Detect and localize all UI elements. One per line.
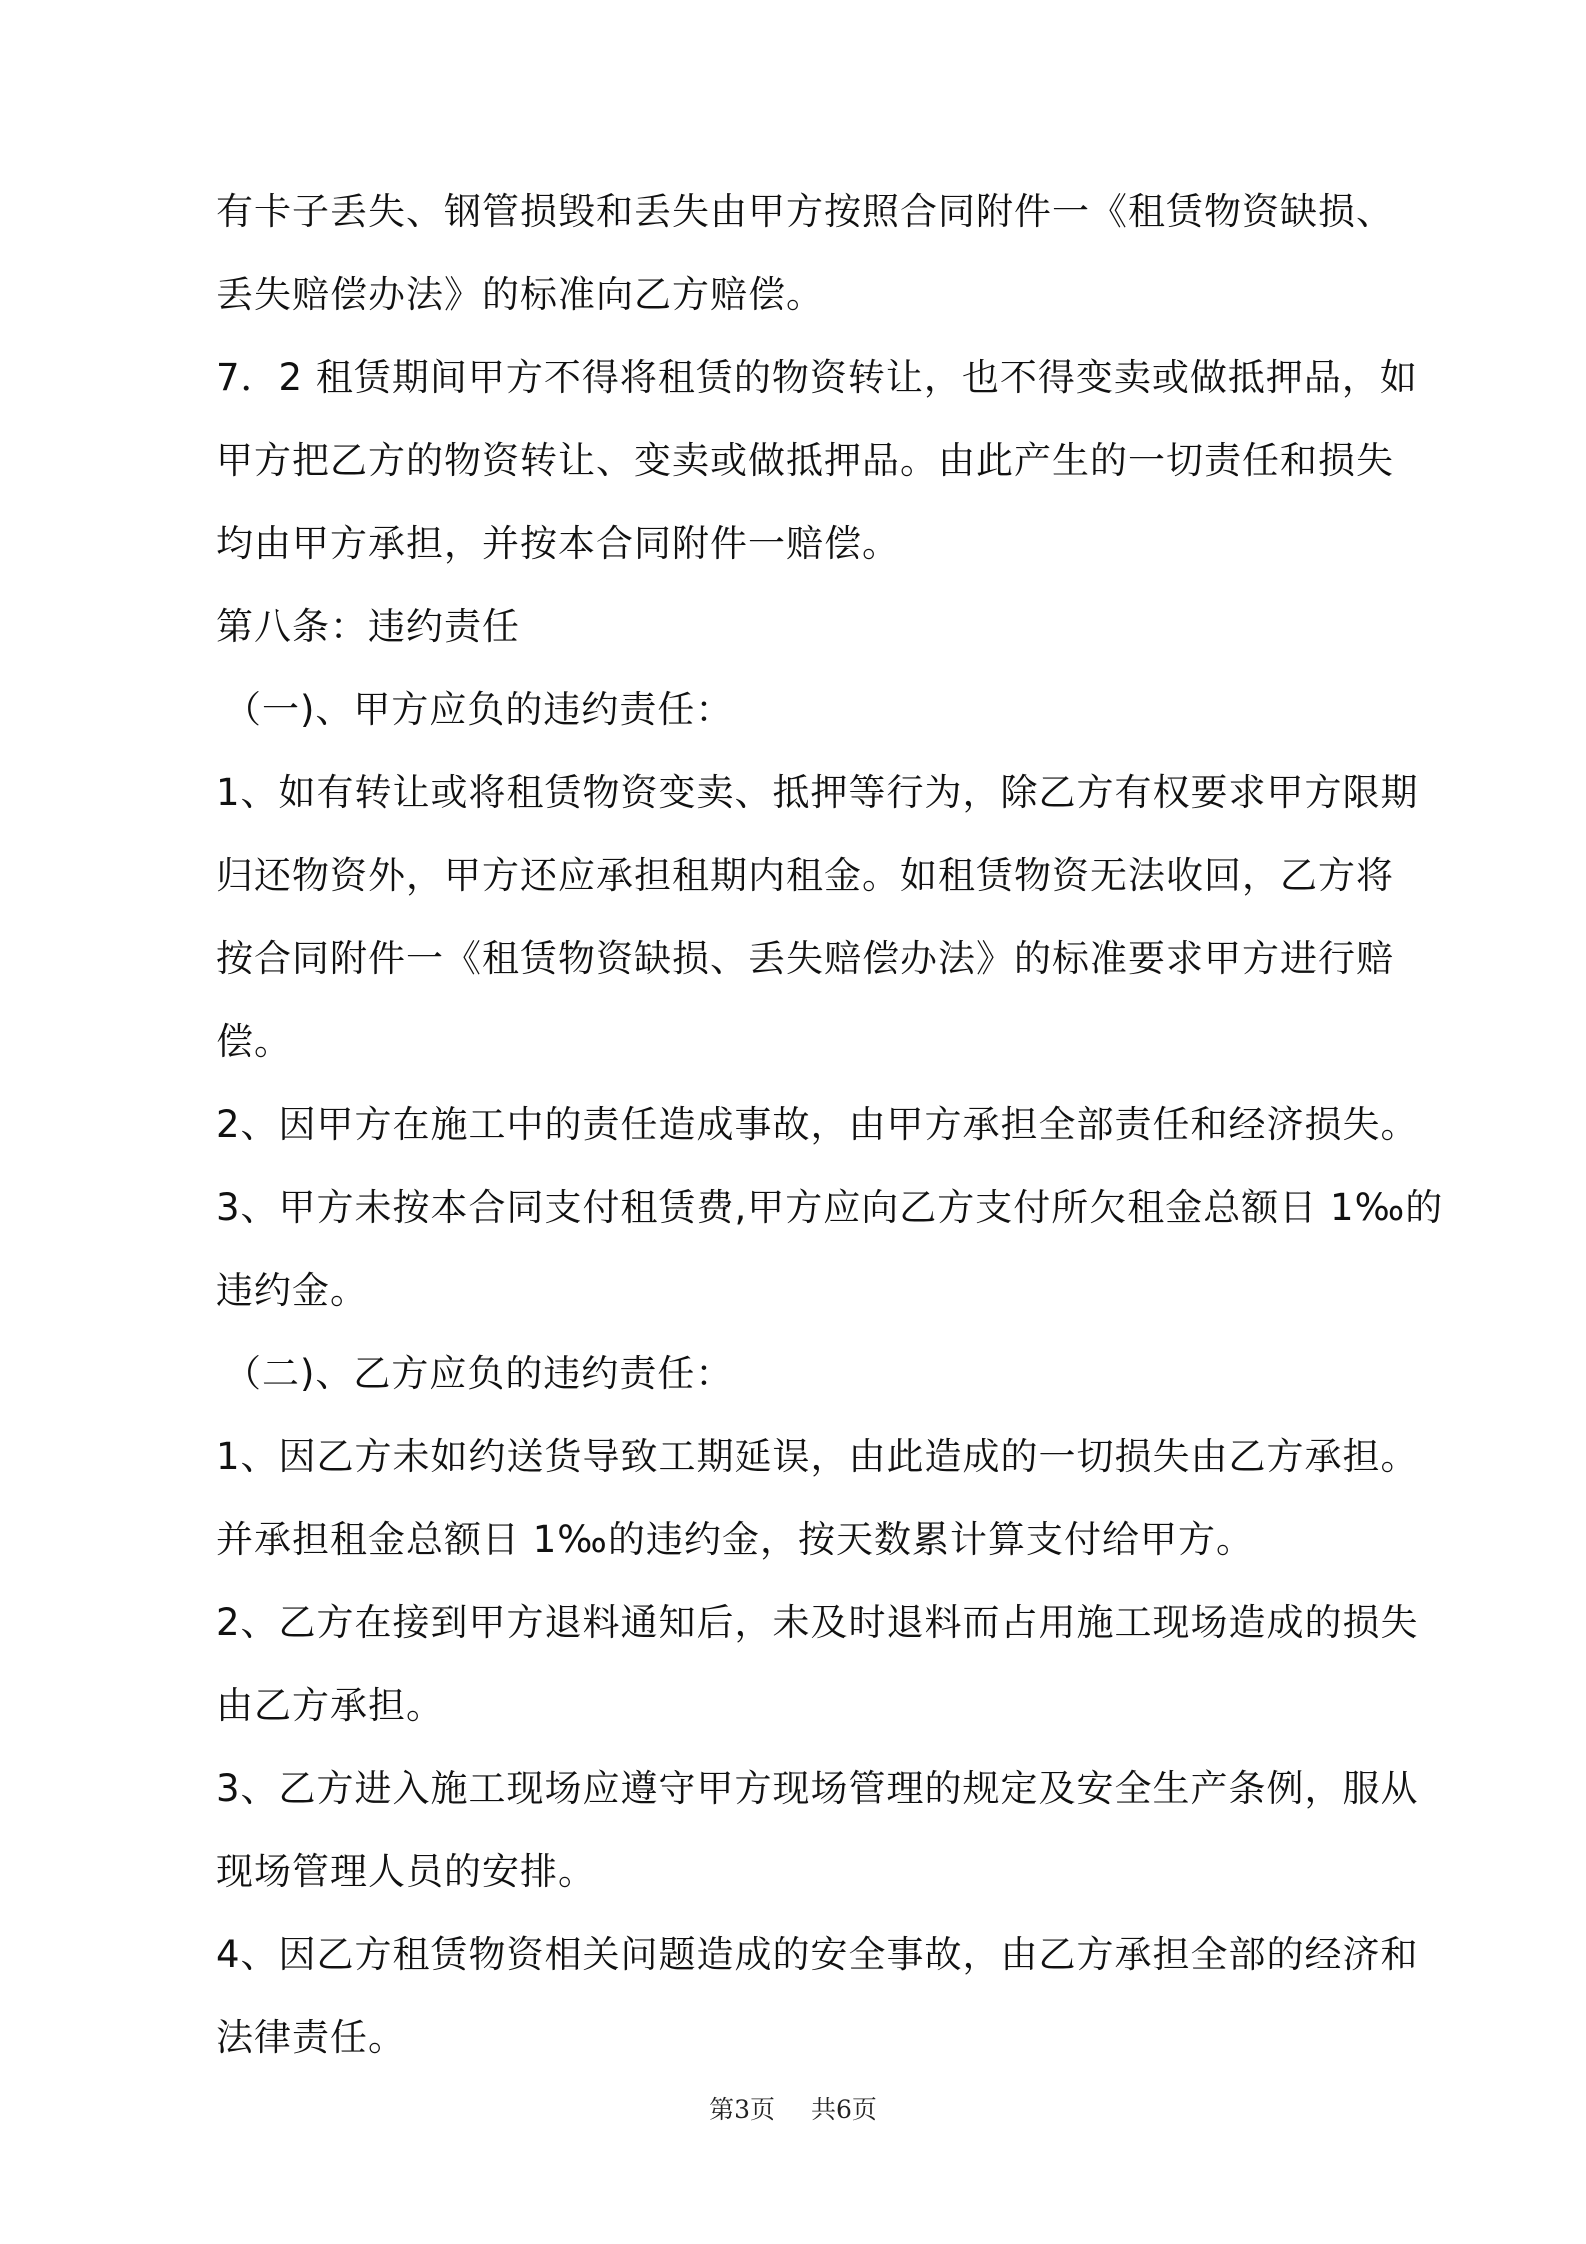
subsection-heading: （二)、乙方应负的违约责任：: [224, 1352, 734, 1395]
text-line: 1、如有转让或将租赁物资变卖、抵押等行为，除乙方有权要求甲方限期: [216, 771, 1419, 814]
text-line: 归还物资外，甲方还应承担租期内租金。如租赁物资无法收回，乙方将: [216, 854, 1394, 897]
page-number-total: 共6页: [811, 2095, 877, 2124]
text-line: 3、乙方进入施工现场应遵守甲方现场管理的规定及安全生产条例，服从: [216, 1767, 1419, 1810]
text-line: 3、甲方未按本合同支付租赁费,甲方应向乙方支付所欠租金总额日 1‰的: [216, 1186, 1444, 1229]
text-line: 甲方把乙方的物资转让、变卖或做抵押品。由此产生的一切责任和损失: [216, 439, 1394, 482]
text-line: 由乙方承担。: [216, 1684, 444, 1727]
document-body: [216, 170, 1444, 2079]
text-line: 4、因乙方租赁物资相关问题造成的安全事故，由乙方承担全部的经济和: [216, 1933, 1419, 1976]
page-footer: [0, 2090, 1586, 2126]
text-line: 7．2 租赁期间甲方不得将租赁的物资转让，也不得变卖或做抵押品，如: [216, 356, 1418, 399]
text-line: 现场管理人员的安排。: [216, 1850, 596, 1893]
text-line: 偿。: [216, 1020, 292, 1063]
text-line: 丢失赔偿办法》的标准向乙方赔偿。: [216, 273, 824, 316]
page-number-current: 第3页: [709, 2095, 775, 2124]
text-line: 2、乙方在接到甲方退料通知后，未及时退料而占用施工现场造成的损失: [216, 1601, 1419, 1644]
text-line: 并承担租金总额日 1‰的违约金，按天数累计算支付给甲方。: [216, 1518, 1254, 1561]
text-line: 有卡子丢失、钢管损毁和丢失由甲方按照合同附件一《租赁物资缺损、: [216, 190, 1394, 233]
text-line: 均由甲方承担，并按本合同附件一赔偿。: [216, 522, 900, 565]
text-line: 法律责任。: [216, 2016, 406, 2059]
text-line: 违约金。: [216, 1269, 368, 1312]
text-line: 按合同附件一《租赁物资缺损、丢失赔偿办法》的标准要求甲方进行赔: [216, 937, 1394, 980]
text-line: 1、因乙方未如约送货导致工期延误，由此造成的一切损失由乙方承担。: [216, 1435, 1419, 1478]
section-heading: 第八条：违约责任: [216, 605, 520, 648]
text-line: 2、因甲方在施工中的责任造成事故，由甲方承担全部责任和经济损失。: [216, 1103, 1419, 1146]
subsection-heading: （一)、甲方应负的违约责任：: [224, 688, 734, 731]
